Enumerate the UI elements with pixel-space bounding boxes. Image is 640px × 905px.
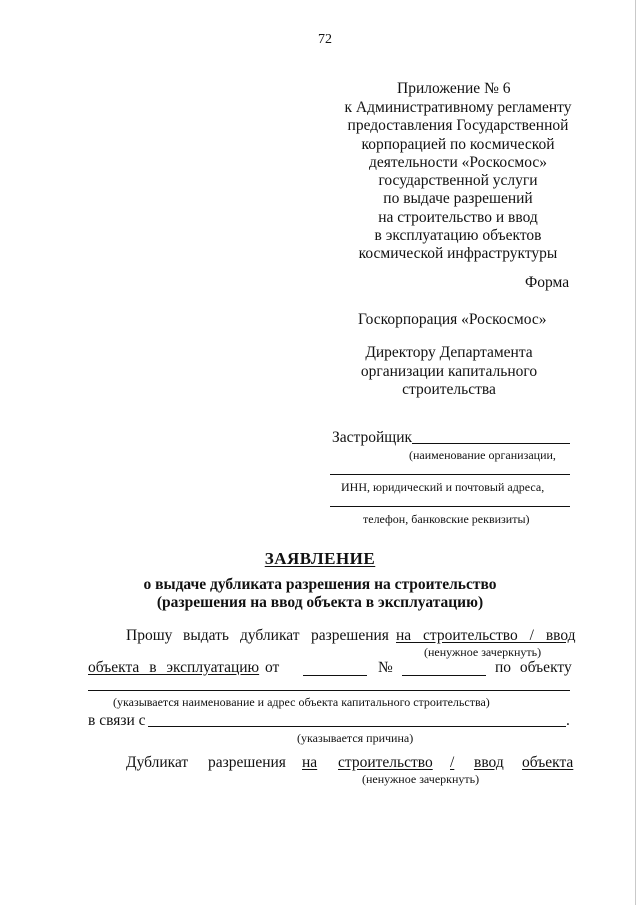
- date-field[interactable]: [303, 675, 367, 676]
- duplicate-option[interactable]: /: [450, 754, 455, 771]
- number-field[interactable]: [402, 675, 486, 676]
- duplicate-option[interactable]: на: [302, 754, 318, 771]
- appendix-line: космической инфраструктуры: [358, 245, 558, 263]
- reason-field[interactable]: [148, 726, 566, 727]
- addressee-line: Директору Департамента: [365, 344, 533, 361]
- appendix-line: к Административному регламенту: [344, 99, 572, 116]
- page-number: 72: [318, 32, 332, 47]
- appendix-line: на строительство и ввод: [378, 208, 538, 226]
- reason-label: в связи с: [88, 712, 146, 729]
- appendix-line: корпорацией по космической: [361, 135, 555, 153]
- from-label: от: [265, 659, 280, 676]
- applicant-field-line[interactable]: [412, 443, 570, 444]
- applicant-field-line-3[interactable]: [330, 506, 570, 507]
- appendix-title: Приложение № 6: [397, 80, 511, 97]
- appendix-line: предоставления Государственной: [347, 117, 569, 135]
- appendix-line: в эксплуатацию объектов: [374, 227, 542, 245]
- statement-title: ЗАЯВЛЕНИЕ: [264, 549, 376, 568]
- duplicate-option[interactable]: ввод: [474, 754, 504, 771]
- statement-subtitle-1: о выдаче дубликата разрешения на строительство: [143, 576, 497, 593]
- addressee-org: Госкорпорация «Роскосмос»: [358, 311, 547, 328]
- reason-period: .: [566, 712, 570, 729]
- page-edge-right: [635, 0, 636, 905]
- applicant-field-line-2[interactable]: [330, 474, 570, 475]
- applicant-hint-inn: ИНН, юридический и почтовый адреса,: [341, 480, 545, 494]
- request-word: выдать: [183, 627, 229, 644]
- appendix-block: [310, 99, 606, 264]
- request-word: Прошу: [126, 627, 173, 644]
- object-label: по объекту: [495, 659, 572, 676]
- request-word: дубликат: [240, 627, 300, 644]
- commissioning-option[interactable]: объекта в эксплуатацию: [88, 659, 260, 676]
- applicant-hint-contacts: телефон, банковские реквизиты): [363, 512, 530, 526]
- permit-type-option[interactable]: на строительство / ввод: [396, 627, 576, 644]
- object-hint: (указывается наименование и адрес объекта капитального строительства): [113, 695, 490, 709]
- strike-hint-2: (ненужное зачеркнуть): [362, 772, 480, 786]
- appendix-line: по выдаче разрешений: [383, 190, 533, 208]
- statement-subtitle-2: (разрешения на ввод объекта в эксплуатацию): [156, 594, 484, 611]
- form-label: Форма: [525, 274, 570, 291]
- request-word: разрешения: [311, 627, 389, 644]
- addressee-block: [344, 344, 554, 400]
- duplicate-option[interactable]: строительство: [338, 754, 433, 771]
- duplicate-word: Дубликат: [126, 754, 189, 771]
- object-field[interactable]: [88, 690, 570, 691]
- duplicate-option[interactable]: объекта: [522, 754, 574, 771]
- number-label: №: [378, 659, 393, 676]
- addressee-line: организации капитального: [360, 362, 538, 380]
- appendix-line: государственной услуги: [378, 172, 538, 190]
- strike-hint: (ненужное зачеркнуть): [424, 645, 542, 659]
- duplicate-word: разрешения: [208, 754, 286, 771]
- reason-hint: (указывается причина): [297, 731, 414, 745]
- applicant-hint-name: (наименование организации,: [409, 448, 556, 462]
- addressee-line: строительства: [402, 381, 496, 398]
- applicant-label: Застройщик: [332, 429, 413, 446]
- appendix-line: деятельности «Роскосмос»: [369, 153, 547, 171]
